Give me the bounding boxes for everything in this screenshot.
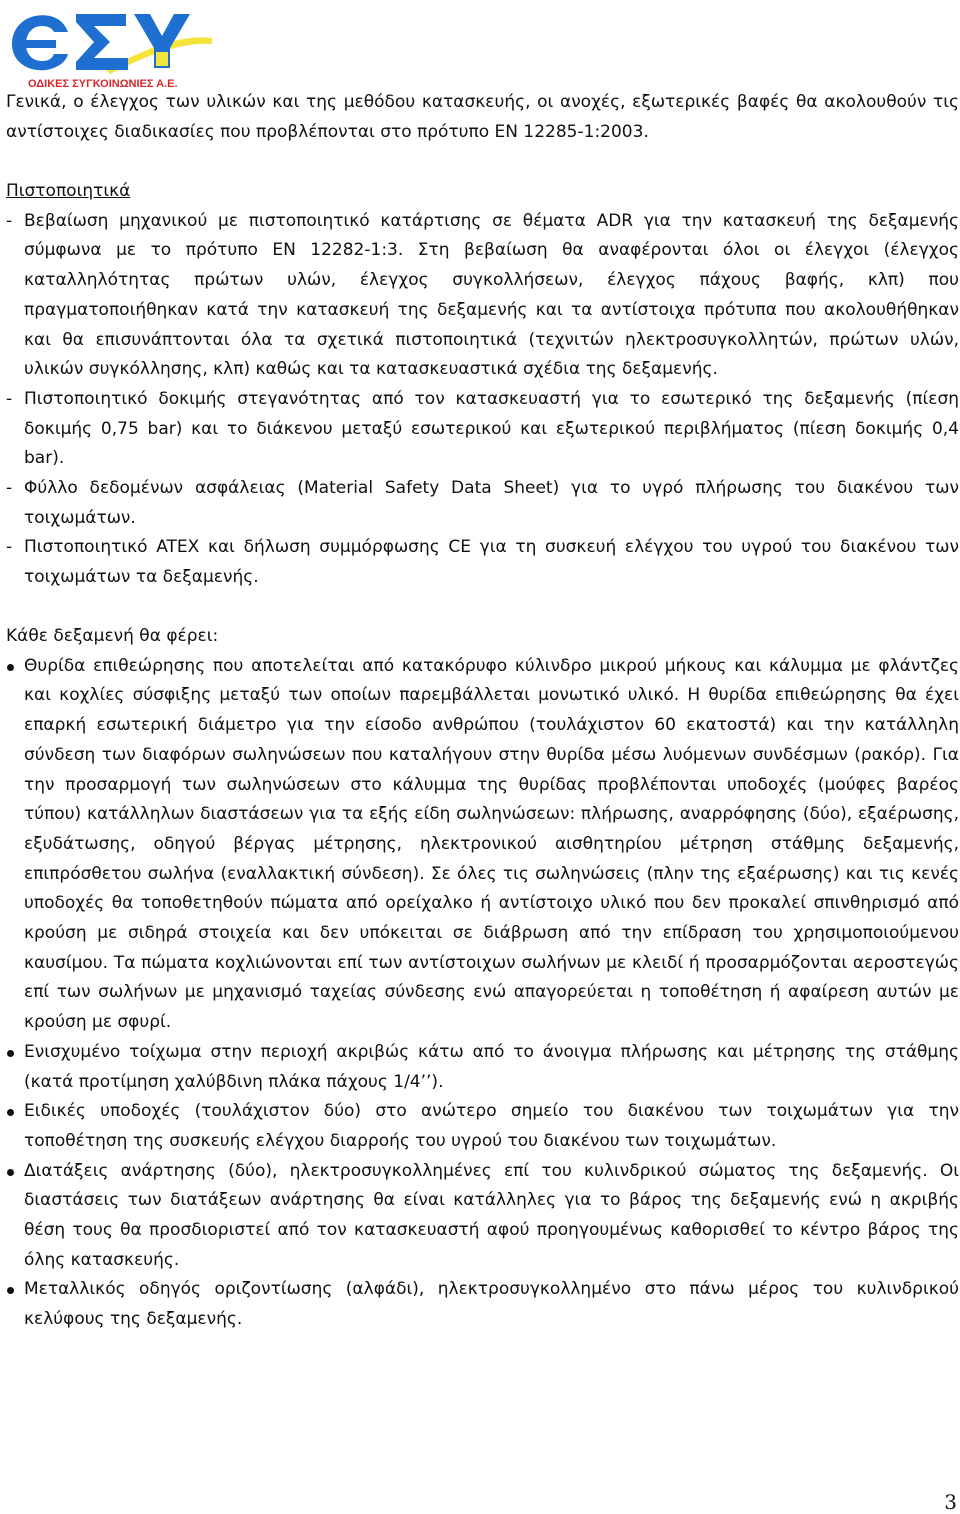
tank-item: Μεταλλικός οδηγός οριζοντίωσης (αλφάδι), ηλεκτροσυγκολλημένο στο πάνω μέρος του κυλινδρικού κελύφους της δεξαμενής.: [6, 1275, 959, 1334]
tank-heading: Κάθε δεξαμενή θα φέρει:: [6, 626, 219, 646]
logo-letter-sigma: [76, 14, 128, 70]
intro-section: [6, 88, 959, 147]
bullet-marker: [6, 1157, 24, 1276]
tank-item: Διατάξεις ανάρτησης (δύο), ηλεκτροσυγκολλημένες επί του κυλινδρικού σώματος της δεξαμενής. Οι διαστάσεις των διατάξεων ανάρτησης θα είναι κατάλληλες για το βάρος της δεξαμενής ενώ η ακριβής θέση τους θα προσδιοριστεί από τον κατασκευαστή αφού προηγουμένως καθορισθεί το κέντρο βάρος της όλης κατασκευής.: [6, 1157, 959, 1276]
dash-marker: -: [6, 537, 13, 558]
tank-requirements-section: [6, 622, 959, 1335]
tank-item: Ειδικές υποδοχές (τουλάχιστον δύο) στο ανώτερο σημείο του διακένου των τοιχωμάτων για την τοποθέτηση της συσκευής ελέγχου διαρροής του υγρού του διακένου των τοιχωμάτων.: [6, 1097, 959, 1156]
certificates-heading: Πιστοποιητικά: [6, 181, 131, 201]
tank-item: Ενισχυμένο τοίχωμα στην περιοχή ακριβώς κάτω από το άνοιγμα πλήρωσης και μέτρησης της στάθμης (κατά προτίμηση χαλύβδινη πλάκα πάχους 1/4’’).: [6, 1038, 959, 1097]
certificate-item: - Βεβαίωση μηχανικού με πιστοποιητικό κατάρτισης σε θέματα ADR για την κατασκευή της δεξαμενής σύμφωνα με το πρότυπο ΕΝ 12282-1:3. Στη βεβαίωση θα αναφέρονται όλοι οι έλεγχοι (έλεγχος καταλληλότητας πρώτων υλών, έλεγχος συγκολλήσεων, έλεγχος πάχους βαφής, κλπ) που πραγματοποιήθηκαν κατά την κατασκευή της δεξαμενής και τα αντίστοιχα πρότυπα που ακολουθήθηκαν και θα επισυνάπτονται όλα τα σχετικά πιστοποιητικά (τεχνιτών ηλεκτροσυγκολλητών, πρώτων υλών, υλικών συγκόλλησης, κλπ) καθώς και τα κατασκευαστικά σχέδια της δεξαμενής.: [6, 207, 959, 385]
tank-item: Θυρίδα επιθεώρησης που αποτελείται από κατακόρυφο κύλινδρο μικρού μήκους και κάλυμμα με φλάντζες και κοχλίες σύσφιξης μεταξύ των οποίων παρεμβάλλεται μονωτικό υλικό. Η θυρίδα επιθεώρησης θα έχει επαρκή εσωτερική διάμετρο για την είσοδο ανθρώπου (τουλάχιστον 60 εκατοστά) και την κατάλληλη σύνδεση των διαφόρων σωληνώσεων που καταλήγουν στην θυρίδα μέσω λυόμενων συνδέσμων (ρακόρ). Για την προσαρμογή των σωληνώσεων στο κάλυμμα της θυρίδας προβλέπονται υποδοχές (μούφες βαρέος τύπου) κατάλληλων διαστάσεων για τα εξής είδη σωληνώσεων: πλήρωσης, αναρρόφησης (δύο), εξαέρωσης, εξυδάτωσης, οδηγού βέργας μέτρησης, ηλεκτρονικού αισθητηρίου μέτρηση στάθμης δεξαμενής, επιπρόσθετου σωλήνα (εναλλακτική σύνδεση). Σε όλες τις σωληνώσεις (πλην της εξαέρωσης) και τις κενές υποδοχές θα τοποθετηθούν πώματα από ορείχαλκο ή αντίστοιχο υλικό που δεν προκαλεί σπινθηρισμό από κρούση με σιδηρά στοιχεία και δεν υπόκειται σε διάβρωση από την επίδραση του χρησιμοποιούμενου καυσίμου. Τα πώματα κοχλιώνονται επί των αντίστοιχων σωλήνων με κλειδί ή προσαρμόζονται αεροστεγώς επί των σωλήνων με μηχανισμό ταχείας σύνδεσης ενώ απαγορεύεται η τοποθέτηση ή αφαίρεση αυτών με κρούση με σφυρί.: [6, 652, 959, 1038]
dash-marker: -: [6, 210, 13, 231]
certificate-item: - Πιστοποιητικό δοκιμής στεγανότητας από τον κατασκευαστή για το εσωτερικό της δεξαμενής (πίεση δοκιμής 0,75 bar) και το διάκενου μεταξύ εσωτερικού και εξωτερικού περιβλήματος (πίεση δοκιμής 0,4 bar).: [6, 385, 959, 474]
bullet-marker: [6, 1097, 24, 1156]
dash-marker: -: [6, 388, 13, 409]
logo-text: ΟΔΙΚΕΣ ΣΥΓΚΟΙΝΩΝΙΕΣ Α.Ε.: [28, 78, 178, 90]
certificates-section: [6, 177, 959, 593]
certificate-item: - Φύλλο δεδομένων ασφάλειας (Material Safety Data Sheet) για το υγρό πλήρωσης του διακένου των τοιχωμάτων.: [6, 474, 959, 533]
logo-graphic: [6, 4, 212, 90]
company-logo: [6, 4, 212, 90]
certificate-item: - Πιστοποιητικό ATEX και δήλωση συμμόρφωσης CE για τη συσκευή ελέγχου του υγρού του διακένου των τοιχωμάτων τα δεξαμενής.: [6, 533, 959, 592]
dash-marker: -: [6, 478, 13, 499]
bullet-marker: [6, 652, 24, 1038]
intro-paragraph: Γενικά, ο έλεγχος των υλικών και της μεθόδου κατασκευής, οι ανοχές, εξωτερικές βαφές θα ακολουθούν τις αντίστοιχες διαδικασίες που προβλέπονται στο πρότυπο ΕΝ 12285-1:2003.: [6, 92, 959, 142]
page-number: 3: [944, 1490, 957, 1514]
bullet-marker: [6, 1275, 24, 1334]
bullet-marker: [6, 1038, 24, 1097]
